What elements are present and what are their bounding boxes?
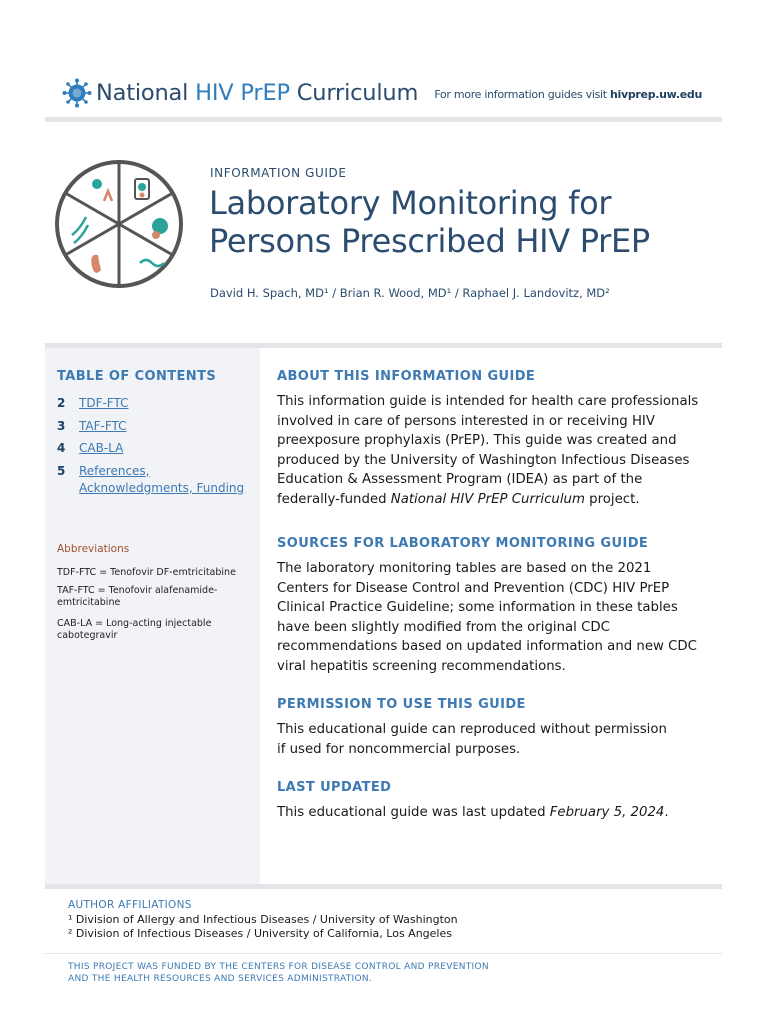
affiliation-1: ¹ Division of Allergy and Infectious Diseases / University of Washington [68,913,458,926]
toc-list [57,395,247,502]
abbreviation-item: TDF-FTC = Tenofovir DF-emtricitabine [57,567,236,578]
toc-page-number: 2 [57,396,66,410]
logo-text: National HIV PrEP Curriculum [96,80,419,106]
authors-line: David H. Spach, MD¹ / Brian R. Wood, MD¹ / Raphael J. Landovitz, MD² [210,286,610,300]
page-title: Laboratory Monitoring for Persons Prescribed HIV PrEP [209,184,650,260]
affiliation-2: ² Division of Infectious Diseases / University of California, Los Angeles [68,927,452,940]
footer-divider [45,884,722,889]
top-divider [45,117,722,122]
toc-page-number: 4 [57,441,66,455]
updated-text: This educational guide was last updated February 5, 2024. [277,805,669,820]
permission-text: This educational guide can reproduced without permission if used for noncommercial purposes. [277,722,667,757]
affiliations-title: AUTHOR AFFILIATIONS [68,899,192,911]
toc-title: TABLE OF CONTENTS [57,369,217,384]
toc-sidebar [45,348,260,884]
sources-heading: SOURCES FOR LABORATORY MONITORING GUIDE [277,536,649,551]
toc-item [57,440,247,457]
permission-heading: PERMISSION TO USE THIS GUIDE [277,697,526,712]
footer-thin-divider [45,953,722,954]
about-heading: ABOUT THIS INFORMATION GUIDE [277,369,536,384]
updated-heading: LAST UPDATED [277,780,392,795]
about-text: This information guide is intended for health care professionals involved in care of persons interested in or receiving HIV preexposure prophylaxis (PrEP). This guide was created and produced by the University of Washington Infectious Diseases Education & Assessment Program (IDEA) as part of the federally-funded National HIV PrEP Curriculum project. [277,394,699,507]
info-link-text: For more information guides visit hivprep.uw.edu [434,88,702,101]
abbreviations-title: Abbreviations [57,543,130,555]
site-link[interactable]: hivprep.uw.edu [609,88,702,101]
funding-statement: THIS PROJECT WAS FUNDED BY THE CENTERS FOR DISEASE CONTROL AND PREVENTION AND THE HEALTH RESOURCES AND SERVICES ADMINISTRATION. [68,962,489,984]
guide-eyebrow: INFORMATION GUIDE [210,166,347,180]
lab-emblem-icon [52,157,186,291]
toc-item [57,395,247,412]
virus-logo-icon [62,78,92,108]
curriculum-logo[interactable] [62,78,418,108]
toc-page-number: 5 [57,463,66,478]
toc-link-cab-la[interactable]: CAB-LA [79,441,124,455]
toc-link-references[interactable]: References, Acknowledgments, Funding [79,463,245,495]
sources-text: The laboratory monitoring tables are based on the 2021 Centers for Disease Control and Prevention (CDC) HIV PrEP Clinical Practice Guideline; some information in these tables have been slightly modified from the original CDC recommendations based on updated information and new CDC viral hepatitis screening recommendations. [277,561,697,674]
toc-link-taf-ftc[interactable]: TAF-FTC [79,418,127,433]
abbreviation-item: TAF-FTC = Tenofovir alafenamide-emtricitabine [57,585,218,608]
toc-page-number: 3 [57,418,66,433]
page-header [62,78,702,110]
toc-link-tdf-ftc[interactable]: TDF-FTC [79,396,129,410]
abbreviation-item: CAB-LA = Long-acting injectable cabotegravir [57,618,212,641]
toc-item [57,463,247,497]
toc-item [57,418,247,435]
